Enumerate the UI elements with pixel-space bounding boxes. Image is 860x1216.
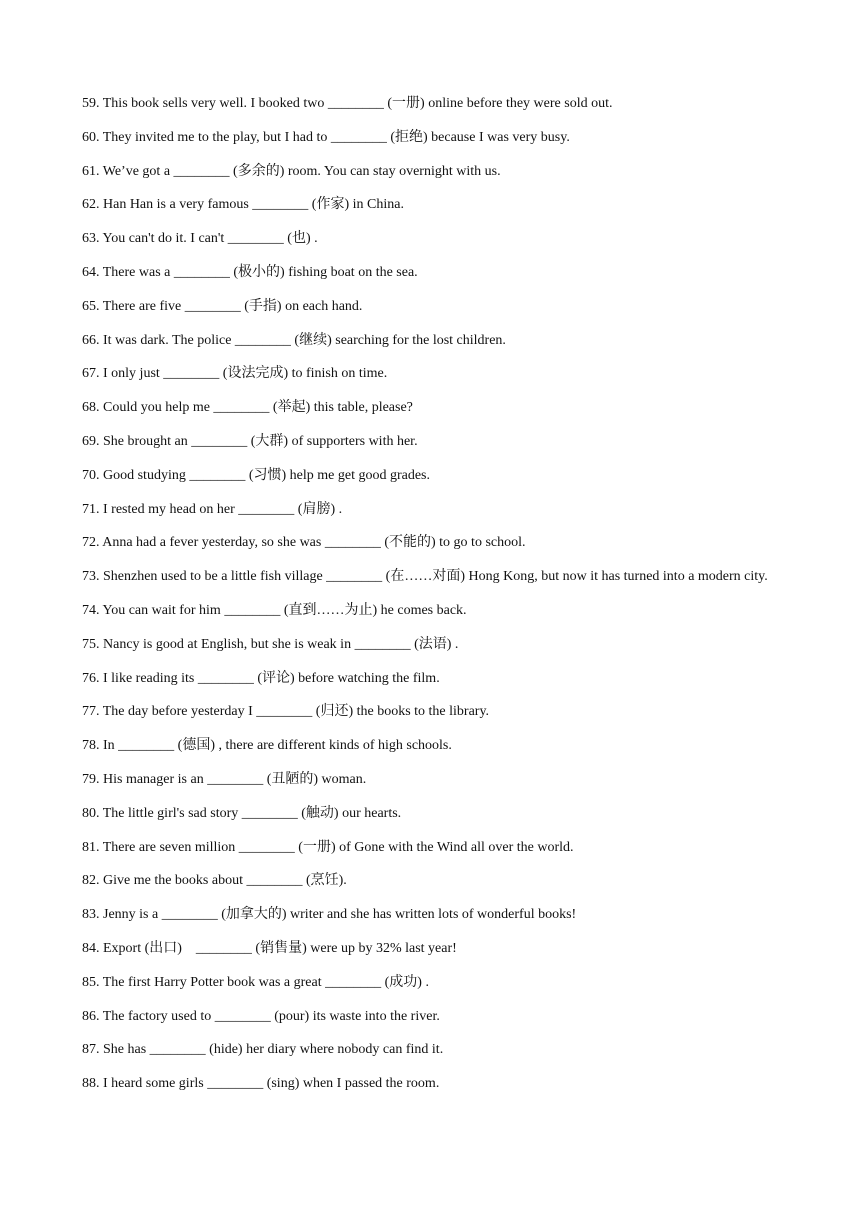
- exercise-list: [82, 87, 779, 1101]
- question-76: 76. I like reading its ________ (评论) before watching the film.: [82, 670, 440, 686]
- question-79: 79. His manager is an ________ (丑陋的) woman.: [82, 771, 367, 787]
- question-69: 69. She brought an ________ (大群) of supporters with her.: [82, 433, 418, 449]
- question-71: 71. I rested my head on her ________ (肩膀) .: [82, 501, 343, 517]
- question-65: 65. There are five ________ (手指) on each hand.: [82, 298, 363, 314]
- question-77: 77. The day before yesterday I ________ (归还) the books to the library.: [82, 704, 490, 720]
- question-73: 73. Shenzhen used to be a little fish village ________ (在……对面) Hong Kong, but now it has turned into a modern city.: [82, 569, 768, 585]
- question-84: 84. Export (出口) ________ (销售量) were up by 32% last year!: [82, 940, 457, 956]
- question-64: 64. There was a ________ (极小的) fishing boat on the sea.: [82, 264, 418, 280]
- question-88: 88. I heard some girls ________ (sing) when I passed the room.: [82, 1076, 440, 1092]
- question-67: 67. I only just ________ (设法完成) to finish on time.: [82, 366, 388, 382]
- question-74: 74. You can wait for him ________ (直到……为止) he comes back.: [82, 602, 467, 618]
- question-63: 63. You can't do it. I can't ________ (也) .: [82, 231, 318, 247]
- question-62: 62. Han Han is a very famous ________ (作家) in China.: [82, 197, 404, 213]
- question-87: 87. She has ________ (hide) her diary where nobody can find it.: [82, 1042, 444, 1058]
- question-81: 81. There are seven million ________ (一册) of Gone with the Wind all over the world.: [82, 839, 574, 855]
- question-83: 83. Jenny is a ________ (加拿大的) writer and she has written lots of wonderful books!: [82, 907, 577, 923]
- question-78: 78. In ________ (德国) , there are different kinds of high schools.: [82, 738, 452, 754]
- question-70: 70. Good studying ________ (习惯) help me get good grades.: [82, 467, 431, 483]
- question-61: 61. We’ve got a ________ (多余的) room. You can stay overnight with us.: [82, 163, 501, 179]
- question-82: 82. Give me the books about ________ (烹饪).: [82, 873, 347, 889]
- question-72: 72. Anna had a fever yesterday, so she was ________ (不能的) to go to school.: [82, 535, 526, 551]
- question-80: 80. The little girl's sad story ________ (触动) our hearts.: [82, 805, 402, 821]
- question-66: 66. It was dark. The police ________ (继续) searching for the lost children.: [82, 332, 506, 348]
- question-68: 68. Could you help me ________ (举起) this table, please?: [82, 400, 413, 416]
- question-86: 86. The factory used to ________ (pour) its waste into the river.: [82, 1008, 440, 1024]
- question-59: 59. This book sells very well. I booked two ________ (一册) online before they were sold out.: [82, 96, 613, 111]
- question-85: 85. The first Harry Potter book was a great ________ (成功) .: [82, 974, 429, 990]
- question-75: 75. Nancy is good at English, but she is weak in ________ (法语) .: [82, 636, 459, 652]
- question-60: 60. They invited me to the play, but I had to ________ (拒绝) because I was very busy.: [82, 129, 570, 145]
